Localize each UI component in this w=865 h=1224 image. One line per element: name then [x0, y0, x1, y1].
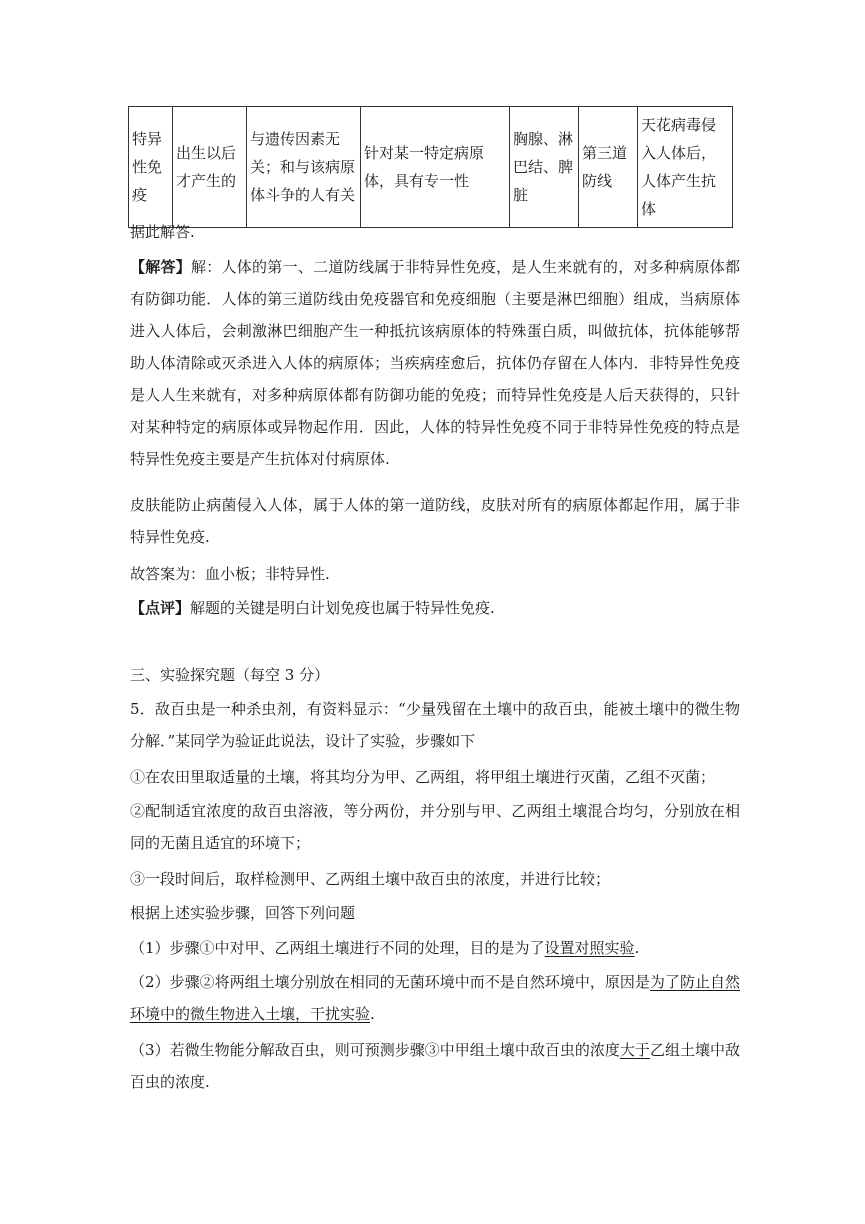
prompt-line: 根据上述实验步骤，回答下列问题 [130, 904, 356, 922]
table-cell-factors: 与遗传因素无关；和与该病原体斗争的人有关 [247, 107, 361, 228]
comment-line [130, 592, 740, 624]
section-title: 三、实验探究题（每空 3 分） [130, 666, 330, 684]
table-cell-example: 天花病毒侵入人体后，人体产生抗体 [638, 107, 733, 228]
sub-question-2 [130, 966, 740, 1030]
comment-tag: 【点评】 [130, 599, 191, 617]
sub-question-1 [130, 932, 740, 964]
table-cell-defense-line: 第三道防线 [579, 107, 638, 228]
sub-question-3-text: （3）若微生物能分解敌百虫，则可预测步骤③中甲组土壤中敌百虫的浓度 [130, 1041, 620, 1059]
accordingly-line: 据此解答. [130, 223, 195, 241]
table-cell-organs: 胸腺、淋巴结、脾脏 [510, 107, 579, 228]
table-cell-type: 特异性免疫 [129, 107, 173, 228]
sub-question-1-text: （1）步骤①中对甲、乙两组土壤进行不同的处理，目的是为了 [130, 939, 545, 957]
skin-paragraph: 皮肤能防止病菌侵入人体，属于人体的第一道防线，皮肤对所有的病原体都起作用，属于非特异性免疫. [130, 496, 740, 546]
sub-question-3 [130, 1034, 740, 1098]
answer-tag: 【解答】 [130, 258, 192, 276]
step-3: ③一段时间后，取样检测甲、乙两组土壤中敌百虫的浓度，并进行比较； [130, 870, 611, 888]
immunity-table [128, 106, 733, 228]
table-cell-origin: 出生以后才产生的 [173, 107, 247, 228]
sub-question-2-text: （2）步骤②将两组土壤分别放在相同的无菌环境中而不是自然环境中，原因是 [130, 973, 650, 991]
sub-question-1-end: . [634, 939, 640, 957]
answer-paragraph [130, 251, 740, 475]
sub-question-2-answer: 为了防止自然环境中的微生物进入土壤，干扰实验 [130, 973, 740, 1023]
answer-body: 解：人体的第一、二道防线属于非特异性免疫，是人生来就有的，对多种病原体都有防御功能．人体的第三道防线由免疫器官和免疫细胞（主要是淋巴细胞）组成，当病原体进入人体后，会刺激淋巴细胞产生一种抵抗该病原体的特殊蛋白质，叫做抗体，抗体能够帮助人体清除或灭杀进入人体的病原体；当疾病痊愈后，抗体仍存留在人体内．非特异性免疫是人人生来就有，对多种病原体都有防御功能的免疫；而特异性免疫是人后天获得的，只针对某种特定的病原体或异物起作用．因此，人体的特异性免疫不同于非特异性免疫的特点是特异性免疫主要是产生抗体对付病原体. [130, 258, 740, 468]
sub-question-3-end: 乙组土壤中敌百虫的浓度. [130, 1041, 740, 1091]
sub-question-2-end: . [370, 1005, 375, 1023]
table-row [129, 107, 733, 228]
comment-body: 解题的关键是明白计划免疫也属于特异性免疫. [190, 599, 495, 617]
step-1: ①在农田里取适量的土壤，将其均分为甲、乙两组，将甲组土壤进行灭菌，乙组不灭菌； [130, 768, 716, 786]
question-5-intro: 5．敌百虫是一种杀虫剂，有资料显示：“少量残留在土壤中的敌百虫，能被土壤中的微生物分解．”某同学为验证此说法，设计了实验，步骤如下 [130, 700, 740, 750]
step-2: ②配制适宜浓度的敌百虫溶液，等分两份，并分别与甲、乙两组土壤混合均匀，分别放在相同的无菌且适宜的环境下； [130, 802, 740, 852]
sub-question-3-answer: 大于 [619, 1041, 650, 1059]
sub-question-1-answer: 设置对照实验 [544, 939, 635, 957]
table-cell-feature: 针对某一特定病原体，具有专一性 [361, 107, 510, 228]
final-answer: 故答案为：血小板；非特异性. [130, 565, 330, 583]
